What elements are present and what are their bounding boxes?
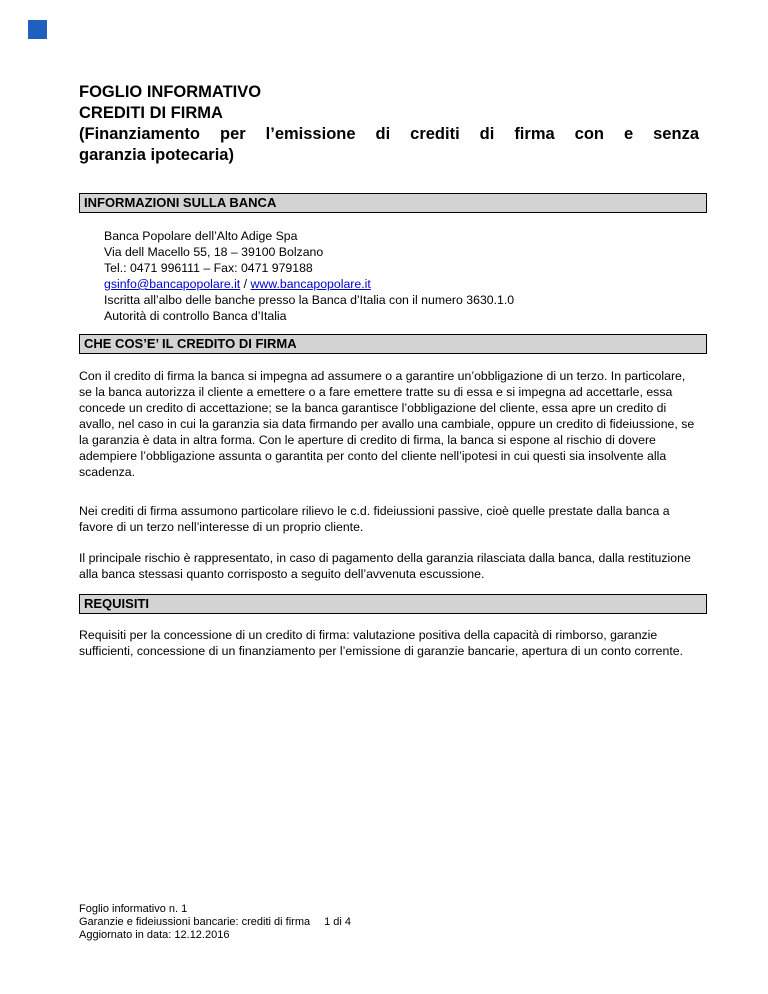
what-paragraph-3: Il principale rischio è rappresentato, in caso di pagamento della garanzia rilasciata dalla banca, dalla restituzione alla banca stessasi quanto corrisposto a seguito dell’avvenuta escussione. — [79, 551, 691, 581]
bank-address: Via dell Macello 55, 18 – 39100 Bolzano — [104, 245, 324, 259]
footer-line-2 — [79, 916, 351, 929]
page-number: 1 di 4 — [324, 916, 352, 928]
contacts-separator: / — [240, 277, 251, 291]
bank-contacts — [104, 276, 514, 292]
section-heading-bank: INFORMAZIONI SULLA BANCA — [79, 193, 707, 213]
bank-info-block — [104, 228, 514, 324]
title-line-3: (Finanziamento per l’emissione di crediti di firma con e senza — [79, 125, 699, 143]
email-link[interactable]: gsinfo@bancapopolare.it — [104, 277, 241, 291]
title-line-1: FOGLIO INFORMATIVO — [79, 83, 262, 101]
website-link[interactable]: www.bancapopolare.it — [250, 277, 371, 291]
document-title — [79, 82, 699, 166]
section-heading-what: CHE COS’E’ IL CREDITO DI FIRMA — [79, 334, 707, 354]
title-line-4: garanzia ipotecaria) — [79, 146, 234, 164]
title-line-2: CREDITI DI FIRMA — [79, 104, 223, 122]
bank-register: Iscritta all’albo delle banche presso la Banca d’Italia con il numero 3630.1.0 — [104, 293, 515, 307]
what-paragraph-2: Nei crediti di firma assumono particolare rilievo le c.d. fideiussioni passive, cioè quelle prestate dalla banca a favore di un terzo nell’interesse di un proprio cliente. — [79, 504, 670, 534]
corner-logo-mark — [28, 20, 47, 39]
footer-line-1: Foglio informativo n. 1 — [79, 903, 188, 915]
bank-authority: Autorità di controllo Banca d’Italia — [104, 309, 287, 323]
requirements-paragraph: Requisiti per la concessione di un credito di firma: valutazione positiva della capacità di rimborso, garanzie sufficienti, concessione di un finanziamento per l’emissione di garanzie bancarie, apertura di un conto corrente. — [79, 628, 684, 658]
section-heading-requirements: REQUISITI — [79, 594, 707, 614]
what-paragraph-1: Con il credito di firma la banca si impegna ad assumere o a garantire un’obbligazione di un terzo. In particolare, se la banca autorizza il cliente a emettere o a fare emettere tratte su di essa e si impegna ad accettarle, essa concede un credito di accettazione; se la banca garantisce l’obbligazione del cliente, essa apre un credito di avallo, nel caso in cui la garanzia sia data firmando per avallo una cambiale, oppure un credito di fideiussione, se la garanzia è data in altra forma. Con le aperture di credito di firma, la banca si espone al rischio di dovere adempiere l’obbligazione assunta o garantita per conto del cliente nell’ipotesi in cui questi sia insolvente alla scadenza. — [79, 369, 695, 479]
bank-name: Banca Popolare dell’Alto Adige Spa — [104, 229, 298, 243]
page-footer — [79, 903, 351, 942]
footer-doc-name: Garanzie e fideiussioni bancarie: crediti di firma — [79, 916, 311, 928]
bank-phone: Tel.: 0471 996111 – Fax: 0471 979188 — [104, 261, 313, 275]
footer-line-3: Aggiornato in data: 12.12.2016 — [79, 929, 230, 941]
